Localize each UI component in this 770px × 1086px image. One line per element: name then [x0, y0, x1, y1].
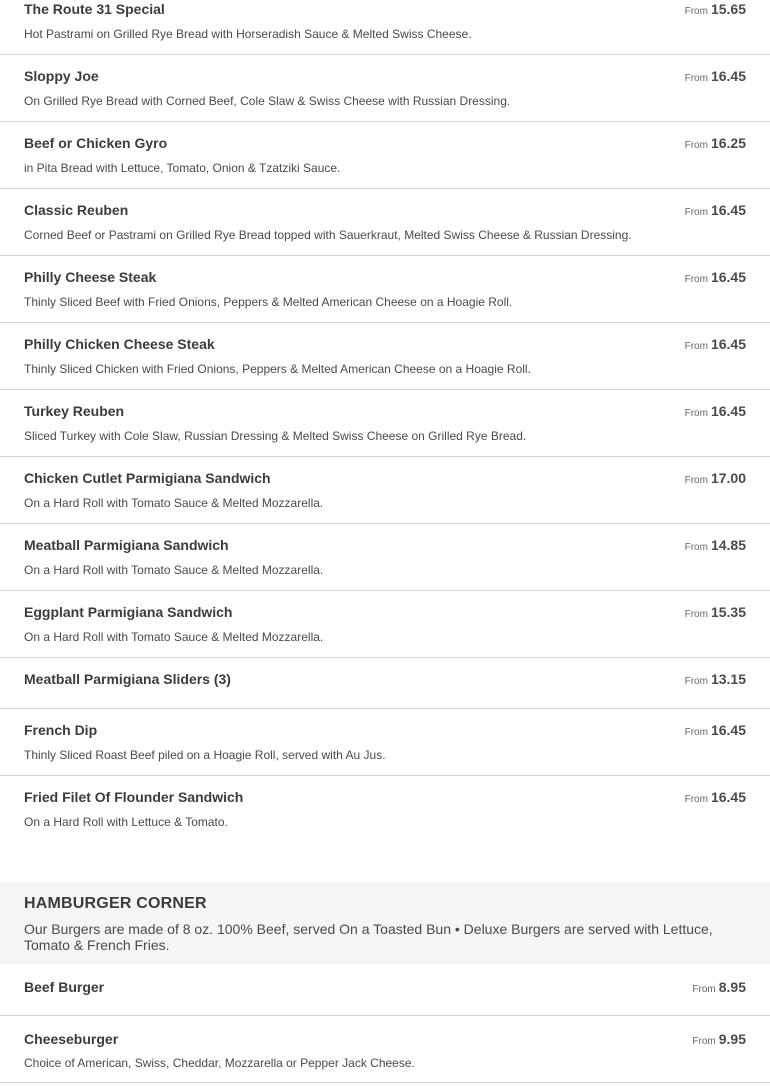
item-price	[685, 68, 746, 86]
section-header-hamburger-corner	[0, 882, 770, 964]
from-label: From	[684, 727, 708, 738]
menu-item[interactable]	[0, 964, 770, 1016]
item-name: Classic Reuben	[24, 202, 129, 218]
item-description: On a Hard Roll with Tomato Sauce & Melted Mozzarella.	[24, 496, 324, 510]
item-description: Thinly Sliced Roast Beef piled on a Hoagie Roll, served with Au Jus.	[24, 748, 386, 762]
item-description: Sliced Turkey with Cole Slaw, Russian Dressing & Melted Swiss Cheese on Grilled Rye Bread.	[24, 429, 527, 443]
price-amount: 15.65	[710, 1, 746, 17]
from-label: From	[684, 609, 708, 620]
menu-item[interactable]	[0, 55, 770, 122]
item-name: Beef or Chicken Gyro	[24, 135, 168, 151]
item-price	[685, 722, 746, 740]
item-price	[685, 470, 746, 488]
menu-item[interactable]	[0, 1016, 770, 1083]
from-label: From	[684, 475, 708, 486]
menu-item[interactable]	[0, 189, 770, 256]
from-label: From	[684, 6, 708, 17]
menu-item[interactable]	[0, 122, 770, 189]
price-amount: 16.45	[710, 202, 746, 218]
item-name: Philly Cheese Steak	[24, 269, 157, 285]
item-price	[685, 789, 746, 807]
item-name: Meatball Parmigiana Sandwich	[24, 537, 229, 553]
price-amount: 9.95	[718, 1031, 746, 1047]
price-amount: 16.45	[710, 269, 746, 285]
menu-item[interactable]	[0, 776, 770, 842]
menu-item[interactable]	[0, 524, 770, 591]
price-amount: 16.45	[710, 336, 746, 352]
menu-item[interactable]	[0, 591, 770, 658]
menu-item[interactable]	[0, 256, 770, 323]
item-price	[685, 1, 746, 19]
from-label: From	[684, 73, 708, 84]
menu-item[interactable]	[0, 0, 770, 55]
from-label: From	[692, 1036, 716, 1047]
from-label: From	[684, 207, 708, 218]
price-amount: 8.95	[718, 979, 746, 995]
price-amount: 16.45	[710, 403, 746, 419]
hamburger-items-list	[0, 964, 770, 1083]
price-amount: 13.15	[710, 671, 746, 687]
price-amount: 16.45	[710, 722, 746, 738]
item-name: Cheeseburger	[24, 1031, 119, 1047]
from-label: From	[692, 984, 716, 995]
from-label: From	[684, 341, 708, 352]
menu-item[interactable]	[0, 709, 770, 776]
item-name: Eggplant Parmigiana Sandwich	[24, 604, 233, 620]
item-price	[685, 336, 746, 354]
item-name: Sloppy Joe	[24, 68, 99, 84]
item-name: The Route 31 Special	[24, 1, 165, 17]
item-description: in Pita Bread with Lettuce, Tomato, Onion & Tzatziki Sauce.	[24, 161, 341, 175]
item-description: Hot Pastrami on Grilled Rye Bread with Horseradish Sauce & Melted Swiss Cheese.	[24, 27, 472, 41]
item-price	[685, 269, 746, 287]
from-label: From	[684, 794, 708, 805]
menu-item[interactable]	[0, 390, 770, 457]
item-price	[685, 537, 746, 555]
item-description: On Grilled Rye Bread with Corned Beef, Cole Slaw & Swiss Cheese with Russian Dressing.	[24, 94, 511, 108]
price-amount: 16.45	[710, 68, 746, 84]
menu-item[interactable]	[0, 457, 770, 524]
price-amount: 16.25	[710, 135, 746, 151]
from-label: From	[684, 274, 708, 285]
item-description: On a Hard Roll with Tomato Sauce & Melted Mozzarella.	[24, 630, 324, 644]
item-description: Choice of American, Swiss, Cheddar, Mozzarella or Pepper Jack Cheese.	[24, 1056, 415, 1070]
item-name: Chicken Cutlet Parmigiana Sandwich	[24, 470, 271, 486]
item-name: Fried Filet Of Flounder Sandwich	[24, 789, 244, 805]
from-label: From	[684, 408, 708, 419]
item-price	[692, 1031, 746, 1049]
item-description: Corned Beef or Pastrami on Grilled Rye Bread topped with Sauerkraut, Melted Swiss Cheese & Russian Dressing.	[24, 228, 632, 242]
item-price	[685, 202, 746, 220]
item-name: Turkey Reuben	[24, 403, 125, 419]
from-label: From	[684, 542, 708, 553]
item-name: Philly Chicken Cheese Steak	[24, 336, 215, 352]
item-name: French Dip	[24, 722, 98, 738]
item-name: Beef Burger	[24, 979, 105, 995]
price-amount: 17.00	[710, 470, 746, 486]
item-price	[685, 135, 746, 153]
item-name: Meatball Parmigiana Sliders (3)	[24, 671, 231, 687]
item-description: Thinly Sliced Chicken with Fried Onions, Peppers & Melted American Cheese on a Hoagie Roll.	[24, 362, 531, 376]
item-description: On a Hard Roll with Lettuce & Tomato.	[24, 815, 228, 829]
item-price	[692, 979, 746, 997]
section-title: HAMBURGER CORNER	[24, 895, 207, 912]
item-description: On a Hard Roll with Tomato Sauce & Melted Mozzarella.	[24, 563, 324, 577]
from-label: From	[684, 676, 708, 687]
item-price	[685, 671, 746, 689]
price-amount: 14.85	[710, 537, 746, 553]
menu-item[interactable]	[0, 323, 770, 390]
item-price	[685, 604, 746, 622]
price-amount: 15.35	[710, 604, 746, 620]
item-description: Thinly Sliced Beef with Fried Onions, Peppers & Melted American Cheese on a Hoagie Roll.	[24, 295, 513, 309]
section-description: Our Burgers are made of 8 oz. 100% Beef, served On a Toasted Bun • Deluxe Burgers are served with Lettuce, Tomato & French Fries.	[24, 921, 713, 953]
menu-item[interactable]	[0, 658, 770, 709]
from-label: From	[684, 140, 708, 151]
price-amount: 16.45	[710, 789, 746, 805]
item-price	[685, 403, 746, 421]
